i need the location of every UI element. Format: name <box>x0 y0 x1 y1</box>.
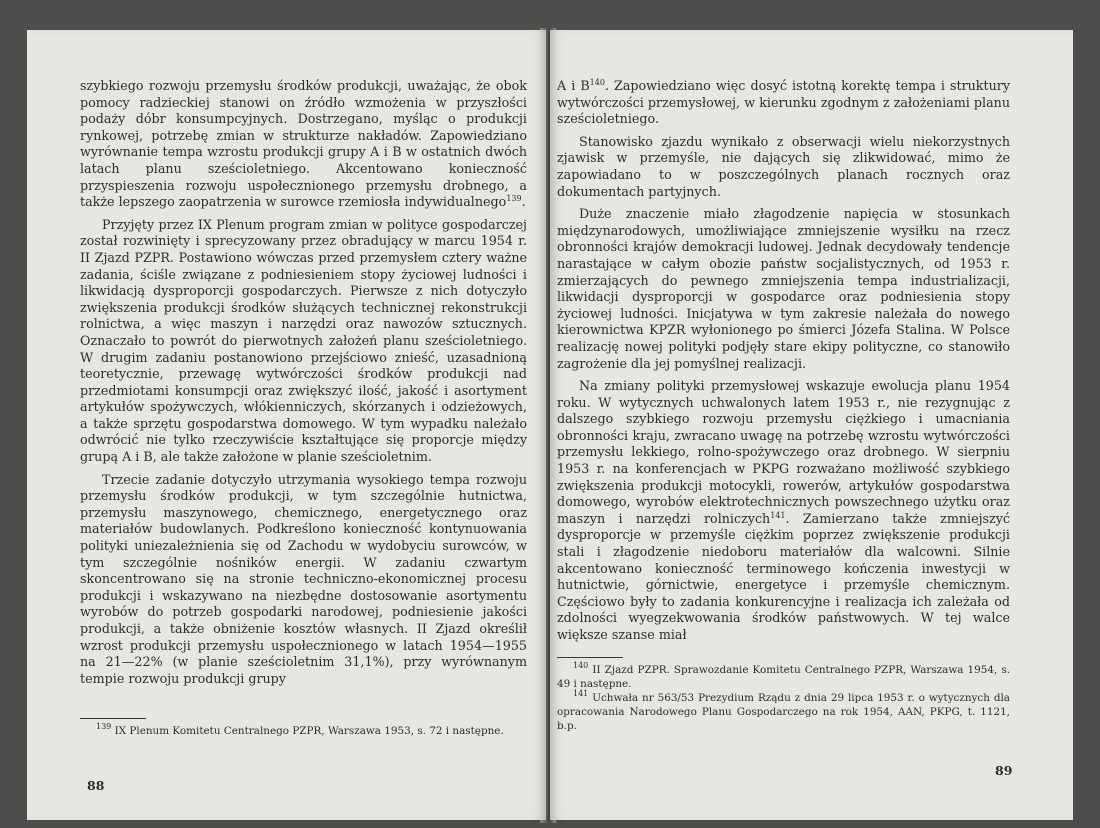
paragraph <box>80 217 527 466</box>
footnote <box>80 724 527 738</box>
paragraph <box>80 472 527 688</box>
footnote <box>557 691 1010 733</box>
footnote-divider <box>557 657 623 658</box>
right-footnotes <box>557 657 1010 733</box>
footnote-text: II Zjazd PZPR. Sprawozdanie Komitetu Centralnego PZPR, Warszawa 1954, s. 49 i następne. <box>557 664 1011 690</box>
footnote-ref: 140 <box>589 78 605 87</box>
page-number: 88 <box>87 778 105 793</box>
paragraph-text: . Zamierzano także zmniejszyć dysproporcje w przemyśle ciężkim poprzez zwiększenie produkcji stali i złagodzenie niedoboru materiałów dla walcowni. Silnie akcentowano konieczność terminowego kończenia inwestycji w hutnictwie, górnictwie, energetyce i przemyśle chemicznym. Częściowo były to zadania konkurencyjne i realizacja ich zależała od zdolności wyegzekwowania środków państwowych. W tej walce większe szanse miał <box>557 510 1010 642</box>
paragraph-text: . Zapowiedziano więc dosyć istotną korektę tempa i struktury wytwórczości przemysłowej, w kierunku zgodnym z założeniami planu sześcioletniego. <box>557 78 1010 127</box>
paragraph-text: Trzecie zadanie dotyczyło utrzymania wysokiego tempa rozwoju przemysłu środków produkcji, w tym szczególnie hutnictwa, przemysłu maszynowego, chemicznego, energetycznego oraz materiałów budowlanych. Podkreślono konieczność kontynuowania polityki uniezależnienia się od Zachodu w wydobyciu surowców, w tym szczególnie nośników energii. W zadaniu czwartym skoncentrowano się na stronie techniczno-ekonomicznej procesu produkcji i wskazywano na niezbędne dostosowanie asortymentu wyrobów do potrzeb gospodarki narodowej, podniesienie jakości produkcji, a także obniżenie kosztów własnych. II Zjazd określił wzrost produkcji przemysłu uspołecznionego w latach 1954—1955 na 21—22% (w planie sześcioletnim 31,1%), przy wyrównanym tempie rozwoju produkcji grupy <box>80 471 527 686</box>
paragraph-text: Duże znaczenie miało złagodzenie napięcia w stosunkach międzynarodowych, umożliwiające zmniejszenie wysiłku na rzecz obronności krajów demokracji ludowej. Jednak decydowały tendencje narastające w całym obozie państw socjalistycznych, od 1953 r. zmierzających do pewnego zmniejszenia tempa industrializacji, likwidacji dysproporcji w gospodarce oraz podniesienia stopy życiowej ludności. Inicjatywa w tym zakresie należała do nowego kierownictwa KPZR wyłonionego po śmierci Józefa Stalina. W Polsce realizację nowej polityki podjęły stare ekipy polityczne, co stanowiło zagrożenie dla jej pomyślnej realizacji. <box>557 206 1010 371</box>
footnote-ref: 141 <box>770 510 786 520</box>
footnote-ref: 139 <box>506 194 522 204</box>
paragraph <box>557 134 1010 200</box>
footnote-mark: 139 <box>96 722 112 731</box>
paragraph <box>557 78 1010 128</box>
paragraph-text: A i B <box>557 78 590 93</box>
paragraph-text: Na zmiany polityki przemysłowej wskazuje ewolucja planu 1954 roku. W wytycznych uchwalonych latem 1953 r., nie rezygnując z dalszego szybkiego rozwoju przemysłu ciężkiego i umacniania obronności kraju, zwracano uwagę na potrzebę wzrostu wytwórczości przemysłu lekkiego, rolno-spożywczego oraz drobnego. W sierpniu 1953 r. na konferencjach w PKPG rozważano możliwość szybkiego zwiększenia produkcji motocykli, rowerów, artykułów gospodarstwa domowego, wyrobów elektrotechnicznych powszechnego użytku oraz maszyn i narzędzi rolniczych <box>557 378 1010 526</box>
footnote-text: Uchwała nr 563/53 Prezydium Rządu z dnia 29 lipca 1953 r. o wytycznych dla opracowania Narodowego Planu Gospodarczego na rok 1954, AAN, PKPG, t. 1121, b.p. <box>557 692 1011 732</box>
footnote-mark: 141 <box>573 689 589 698</box>
right-page <box>550 30 1073 820</box>
paragraph <box>557 378 1010 644</box>
left-footnotes <box>80 718 527 738</box>
footnote <box>557 663 1010 691</box>
footnote-divider <box>80 718 146 719</box>
paragraph-text: Przyjęty przez IX Plenum program zmian w polityce gospodarczej został rozwinięty i sprecyzowany przez obradujący w marcu 1954 r. II Zjazd PZPR. Postawiono wówczas przed przemysłem cztery ważne zadania, ściśle związane z podniesieniem stopy życiowej ludności i likwidacją dysproporcji gospodarczych. Pierwsze z nich dotyczyło zwiększenia produkcji środków służących technicznej rekonstrukcji rolnictwa, a więc maszyn i narzędzi oraz nawozów sztucznych. Oznaczało to powrót do pierwotnych założeń planu sześcioletniego. W drugim zadaniu postanowiono przejściowo znieść, uzasadnioną teoretycznie, przewagę wytwórczości środków produkcji nad przedmiotami konsumpcji oraz zwiększyć ilość, jakość i asortyment artykułów spożywczych, włókienniczych, skórzanych i odzieżowych, a także sprzętu gospodarstwa domowego. W tym wypadku należało odwrócić nie tylko rzeczywiście kształtujące się proporcje między grupą A i B, ale także założone w planie sześcioletnim. <box>80 216 527 465</box>
right-page-body <box>557 78 1010 650</box>
footnote-mark: 140 <box>573 661 589 670</box>
page-number: 89 <box>995 763 1013 778</box>
footnote-text: IX Plenum Komitetu Centralnego PZPR, Warszawa 1953, s. 72 i następne. <box>114 725 504 737</box>
paragraph-text: szybkiego rozwoju przemysłu środków produkcji, uważając, że obok pomocy radzieckiej stanowi on źródło wzmożenia w przyszłości podaży dóbr konsumpcyjnych. Dostrzegano, myśląc o produkcji rynkowej, potrzebę zmian w strukturze nakładów. Zapowiedziano wyrównanie tempa wzrostu produkcji grupy A i B w ostatnich dwóch latach planu sześcioletniego. Akcentowano konieczność przyspieszenia rozwoju uspołecznionego przemysłu drobnego, a także lepszego zaopatrzenia w surowce rzemiosła indywidualnego <box>80 78 527 210</box>
left-page-body <box>80 78 527 693</box>
left-page <box>27 30 546 820</box>
paragraph: szybkiego rozwoju przemysłu środków produkcji, uważając, że obok pomocy radzieckiej stanowi on źródło wzmożenia w przyszłości podaży dóbr konsumpcyjnych. Dostrzegano, myśląc o produkcji rynkowej, potrzebę zmian w strukturze nakładów. Zapowiedziano wyrównanie tempa wzrostu produkcji grupy A i B w ostatnich dwóch latach planu sześcioletniego. Akcentowano konieczność przyspieszenia rozwoju uspołecznionego przemysłu drobnego, a także lepszego zaopatrzenia w surowce rzemiosła indywidualnego$^{139}$. <box>80 78 527 210</box>
paragraph-text: Stanowisko zjazdu wynikało z obserwacji wielu niekorzystnych zjawisk w przemyśle, nie dających się zlikwidować, mimo że zapowiadano to w poszczególnych planach rocznych oraz dokumentach partyjnych. <box>557 133 1010 199</box>
paragraph <box>557 206 1010 372</box>
